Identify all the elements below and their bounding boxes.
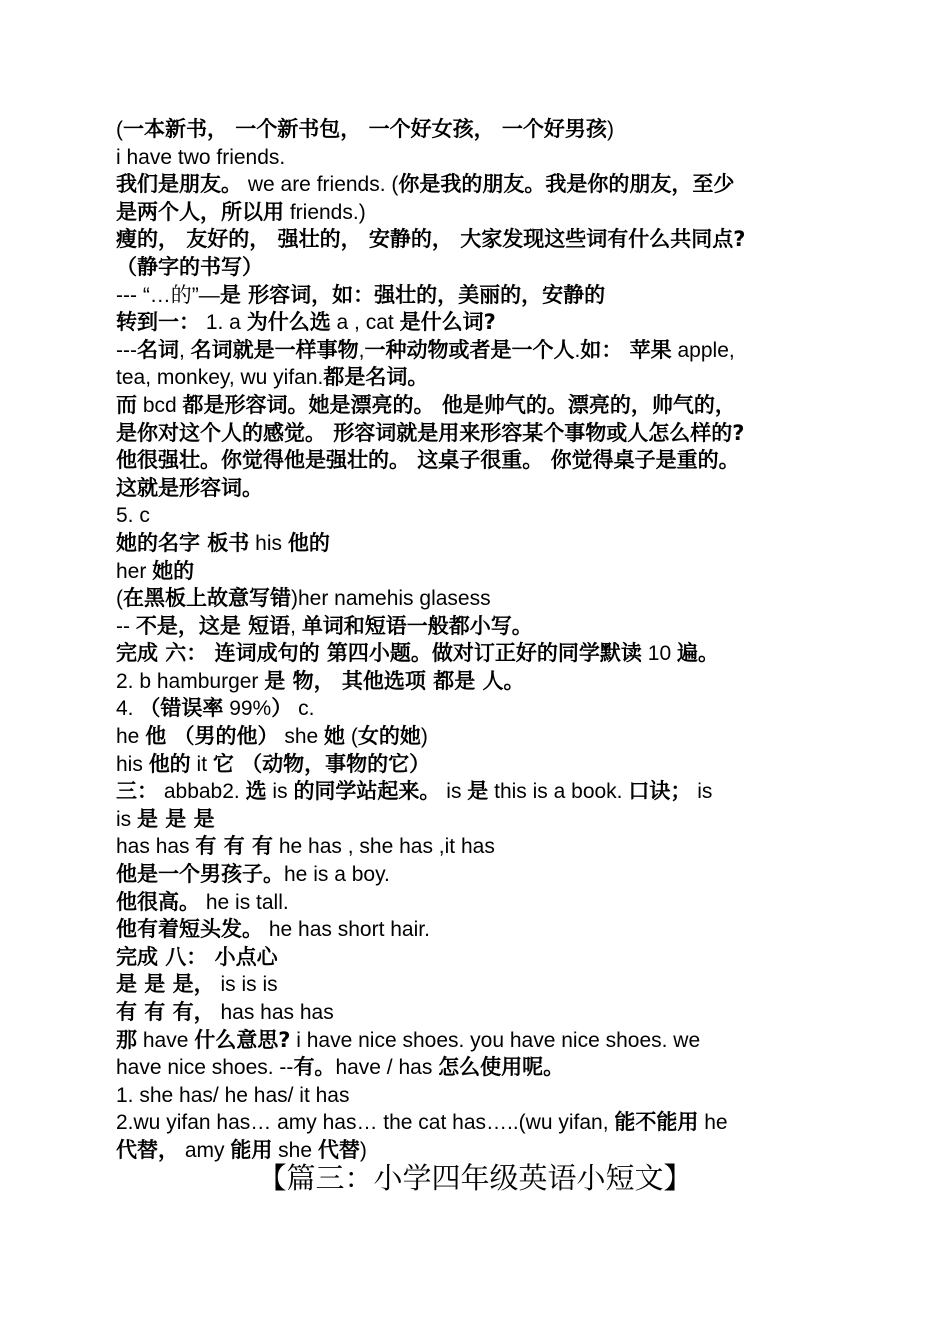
text-run: apple, xyxy=(671,338,735,362)
text-run: 我们是朋友。 xyxy=(116,172,242,197)
text-line xyxy=(116,226,836,254)
text-line xyxy=(116,861,836,889)
text-run: 女的她 xyxy=(357,724,421,749)
text-run: 2. b hamburger xyxy=(116,669,265,693)
text-run: 他 （男的他） xyxy=(145,724,279,749)
text-run: 他很强壮。你觉得他是强壮的。 这桌子很重。 你觉得桌子是重的。 xyxy=(116,448,740,473)
text-line xyxy=(116,502,836,530)
text-run: her xyxy=(116,559,153,583)
text-run: --- “…的”— xyxy=(116,283,220,307)
text-line xyxy=(116,751,836,779)
text-run: 怎么使用呢。 xyxy=(438,1055,565,1080)
text-run: 1. a xyxy=(200,311,247,335)
text-run: 一本新书， 一个新书包， 一个好女孩， 一个好男孩 xyxy=(123,117,607,141)
text-run: c. xyxy=(292,697,315,721)
text-run: he xyxy=(698,1111,728,1135)
text-line xyxy=(116,144,836,172)
text-run: it xyxy=(190,752,213,776)
text-run: 是 xyxy=(467,779,489,804)
text-run: , xyxy=(178,338,191,362)
text-run: have xyxy=(137,1028,195,1052)
text-run: 是什么词? xyxy=(399,310,496,335)
text-run: 是 物， 其他选项 都是 人。 xyxy=(264,668,525,693)
text-run: 三： xyxy=(116,779,158,804)
text-line xyxy=(116,695,836,723)
text-run: 4. xyxy=(116,697,140,721)
text-run: ( xyxy=(116,118,123,141)
document-body xyxy=(116,116,836,1165)
text-line xyxy=(116,944,836,972)
text-run: he is a boy. xyxy=(284,863,390,887)
text-run: 为什么选 xyxy=(246,310,331,335)
text-run: , xyxy=(358,338,365,362)
text-run: she xyxy=(272,1138,318,1162)
text-run: 2.wu yifan has… amy has… the cat has…..(wu yifan, xyxy=(116,1111,615,1135)
text-line xyxy=(116,971,836,999)
text-run: 你是我的朋友。我是你的朋友，至少 xyxy=(398,172,735,197)
text-run: 1. she has/ he has/ it has xyxy=(116,1083,350,1107)
text-run: ) xyxy=(359,1138,367,1162)
text-line xyxy=(116,1082,836,1110)
text-run: he is tall. xyxy=(200,890,289,914)
text-run: abbab2. xyxy=(158,780,246,804)
text-run: 不是，这是 短语 xyxy=(135,613,291,638)
text-run: tea, monkey, wu yifan. xyxy=(116,366,324,390)
text-run: 什么意思? xyxy=(194,1027,291,1052)
text-run: 转到一： xyxy=(116,310,200,335)
text-run: 99% xyxy=(223,697,272,721)
text-run: he has , she has ,it has xyxy=(273,835,495,859)
text-line xyxy=(116,530,836,558)
text-run: 遍。 xyxy=(676,641,719,666)
text-line xyxy=(116,1054,836,1082)
text-run: she xyxy=(278,725,325,749)
text-run: 他很高。 xyxy=(116,889,200,914)
text-line xyxy=(116,916,836,944)
text-run: 在黑板上故意写错 xyxy=(123,586,291,611)
text-run: 是 是 是， xyxy=(116,972,215,997)
text-run: i have two friends. xyxy=(116,145,286,169)
text-line xyxy=(116,723,836,751)
text-run: （静字的书写） xyxy=(116,254,263,279)
text-run: 代替 xyxy=(317,1137,360,1162)
text-run: )her namehis glasess xyxy=(291,587,491,611)
text-line xyxy=(116,254,836,282)
text-run: is xyxy=(116,807,137,831)
text-line xyxy=(116,999,836,1027)
text-line xyxy=(116,282,836,310)
text-line xyxy=(116,337,836,365)
text-run: ） xyxy=(271,696,293,721)
text-run: 他的 xyxy=(287,530,330,555)
text-run: 他的 xyxy=(148,751,191,776)
text-run: 能不能用 xyxy=(614,1110,699,1135)
text-run: 瘦的， 友好的， 强壮的， 安静的， 大家发现这些词有什么共同点? xyxy=(116,227,746,252)
text-line xyxy=(116,889,836,917)
text-line xyxy=(116,778,836,806)
text-line xyxy=(116,1027,836,1055)
text-line xyxy=(116,447,836,475)
text-line xyxy=(116,806,836,834)
text-run: 单词和短语一般都小写。 xyxy=(301,613,533,638)
text-run: amy xyxy=(179,1138,231,1162)
text-line xyxy=(116,558,836,586)
text-line xyxy=(116,475,836,503)
text-line xyxy=(116,640,836,668)
text-run: 的同学站起来。 xyxy=(293,779,441,804)
text-run: 有。 xyxy=(293,1055,336,1080)
text-line xyxy=(116,309,836,337)
text-run: 那 xyxy=(116,1027,137,1052)
text-line xyxy=(116,613,836,641)
text-run: 都是形容词。她是漂亮的。 他是帅气的。漂亮的，帅气的， xyxy=(182,392,736,417)
text-run: this is a book. xyxy=(488,780,629,804)
text-line xyxy=(116,171,836,199)
text-run: 而 xyxy=(116,392,137,417)
text-run: 名词 xyxy=(136,337,179,362)
text-run: he has short hair. xyxy=(263,918,430,942)
text-run: friends.) xyxy=(284,200,366,224)
text-run: --- xyxy=(116,338,137,362)
text-run: 她的 xyxy=(152,558,195,583)
text-run: 是 形容词，如：强壮的，美丽的，安静的 xyxy=(219,282,606,307)
text-run: has has xyxy=(116,835,196,859)
text-run: 一种动物或者是一个人 xyxy=(364,337,575,362)
text-line xyxy=(116,833,836,861)
text-line xyxy=(116,364,836,392)
text-run: he xyxy=(116,725,146,749)
text-line xyxy=(116,392,836,420)
text-run: 她 xyxy=(324,724,346,749)
text-run: his xyxy=(116,752,149,776)
text-run: 有 有 有， xyxy=(116,1000,215,1024)
text-run: 5. c xyxy=(116,504,150,528)
text-run: 是两个人，所以用 xyxy=(116,199,284,224)
text-run: 是你对这个人的感觉。 形容词就是用来形容某个事物或人怎么样的? xyxy=(116,420,745,445)
text-run: is xyxy=(440,780,468,804)
text-run: ( xyxy=(345,725,358,749)
text-run: 它 （动物，事物的它） xyxy=(212,751,431,776)
text-line xyxy=(116,116,836,144)
text-run: -- xyxy=(116,614,136,638)
section-heading: 【篇三：小学四年级英语小短文】 xyxy=(257,1161,693,1195)
text-line xyxy=(116,585,836,613)
text-run: his xyxy=(249,531,288,555)
text-run: 有 有 有 xyxy=(195,834,274,859)
text-run: , xyxy=(290,614,302,638)
text-line xyxy=(116,1109,836,1137)
text-run: 选 xyxy=(245,779,267,804)
text-run: 她的名字 板书 xyxy=(116,530,250,555)
text-run: have nice shoes. -- xyxy=(116,1056,294,1080)
text-run: 这就是形容词。 xyxy=(116,475,263,500)
text-run: 如： 苹果 xyxy=(580,337,672,362)
text-run: is xyxy=(691,780,713,804)
text-run: ( xyxy=(116,587,123,611)
text-run: is is is xyxy=(214,973,278,997)
text-run: has has has xyxy=(214,1001,334,1024)
text-run: 口诀； xyxy=(628,779,692,804)
text-run: is xyxy=(266,780,294,804)
text-run: ) xyxy=(606,118,614,141)
text-run: （错误率 xyxy=(139,696,224,721)
text-run: 名词就是一样事物 xyxy=(190,337,359,362)
text-run: 都是名词。 xyxy=(323,365,429,390)
text-line xyxy=(116,668,836,696)
text-run: 是 是 是 xyxy=(137,806,215,831)
text-run: 10 xyxy=(641,642,677,666)
text-run: 他有着短头发。 xyxy=(116,917,263,942)
text-run: 他是一个男孩子。 xyxy=(116,862,284,887)
text-run: 代替， xyxy=(116,1137,179,1162)
text-run: we are friends. ( xyxy=(242,173,399,197)
text-run: 完成 六： 连词成句的 第四小题。做对订正好的同学默读 xyxy=(116,641,642,666)
text-run: ) xyxy=(420,725,428,749)
text-line xyxy=(116,420,836,448)
text-run: . xyxy=(574,338,581,362)
text-run: i have nice shoes. you have nice shoes. we xyxy=(290,1028,701,1052)
text-run: 能用 xyxy=(230,1137,273,1162)
text-run: bcd xyxy=(137,393,183,417)
text-run: have / has xyxy=(335,1056,439,1080)
text-line xyxy=(116,199,836,227)
text-run: a , cat xyxy=(330,311,400,335)
text-run: 完成 八： 小点心 xyxy=(116,944,278,969)
